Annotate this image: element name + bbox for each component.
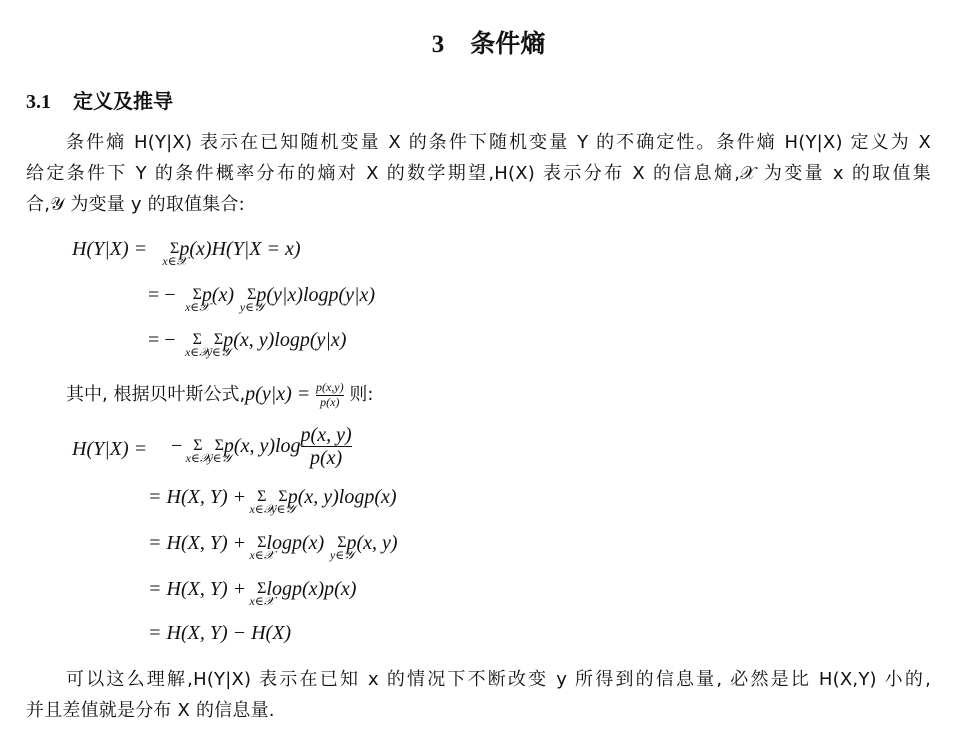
summation: Σ y∈𝒴 bbox=[206, 331, 231, 359]
subsection-title: 定义及推导 bbox=[73, 89, 173, 113]
fraction: $\frac{p(x, y)}{p(x)}$ bbox=[300, 424, 352, 469]
paragraph-line: 并且差值就是分布 X 的信息量. bbox=[26, 700, 275, 721]
paragraph-line: 给定条件下 Y 的条件概率分布的熵对 X 的数学期望,H(X) 表示分布 X 的信息熵,𝒳 为变量 x 的取值集 bbox=[26, 163, 931, 184]
summation: Σ x∈𝒳 bbox=[184, 286, 210, 314]
summation: Σ x∈𝒳 bbox=[162, 240, 187, 268]
summation: Σ x∈𝒳 bbox=[249, 488, 275, 516]
paragraph-line: 可以这么理解,H(Y|X) 表示在已知 x 的情况下不断改变 y 所得到的信息量, 必然是比 H(X,Y) 小的, bbox=[66, 669, 931, 690]
equation-row: Σ x∈𝒳 p(x)H(Y|X = x) bbox=[162, 238, 301, 268]
definition-paragraph bbox=[26, 127, 931, 220]
fraction: $\frac{p(x,y)}{p(x)}$ bbox=[315, 380, 344, 409]
subsection-number: 3.1 bbox=[26, 91, 51, 113]
summation: Σ y∈𝒴 bbox=[330, 534, 354, 562]
paragraph-line: 条件熵 H(Y|X) 表示在已知随机变量 X 的条件下随机变量 Y 的不确定性。条件熵 H(Y|X) 定义为 X bbox=[66, 132, 931, 153]
summation: Σ y∈𝒴 bbox=[239, 286, 264, 314]
section-number: 3 bbox=[431, 31, 445, 58]
subsection-heading bbox=[26, 85, 173, 114]
equation-row: = H(X, Y) + Σ x∈𝒳 logp(x) Σ y∈𝒴 p(x, y) bbox=[148, 532, 398, 562]
summation: Σ x∈𝒳 bbox=[184, 331, 210, 359]
interpretation-paragraph bbox=[26, 664, 931, 726]
equation-lhs: H(Y|X) = bbox=[72, 238, 148, 260]
summation: Σ x∈𝒳 bbox=[185, 437, 211, 465]
summation: Σ y∈𝒴 bbox=[207, 437, 232, 465]
equation-lhs: H(Y|X) = bbox=[72, 438, 148, 460]
bayes-line: 其中, 根据贝叶斯公式,p(y|x) = $\frac{p(x,y)}{p(x)}$ 则: bbox=[66, 380, 374, 409]
equation-row: = H(X, Y) − H(X) bbox=[148, 622, 292, 644]
section-title: 条件熵 bbox=[470, 29, 546, 58]
paragraph-line: 合,𝒴 为变量 y 的取值集合: bbox=[26, 194, 245, 215]
section-heading bbox=[0, 24, 977, 60]
equation-row: = − Σ x∈𝒳 p(x) Σ y∈𝒴 p(y|x)logp(y|x) bbox=[148, 284, 376, 314]
summation: Σ x∈𝒳 bbox=[249, 534, 275, 562]
summation: Σ x∈𝒳 bbox=[249, 580, 275, 608]
summation: Σ y∈𝒴 bbox=[271, 488, 295, 516]
equation-row: = H(X, Y) + Σ x∈𝒳 Σ y∈𝒴 p(x, y)logp(x) bbox=[148, 486, 397, 516]
equation-row: − Σ x∈𝒳 Σ y∈𝒴 p(x, y)log $\frac{p(x, y)}{p(x)}$ bbox=[171, 424, 352, 469]
equation-row: = − Σ x∈𝒳 Σ y∈𝒴 p(x, y)logp(y|x) bbox=[148, 329, 347, 359]
equation-row: = H(X, Y) + Σ x∈𝒳 logp(x)p(x) bbox=[148, 578, 357, 608]
